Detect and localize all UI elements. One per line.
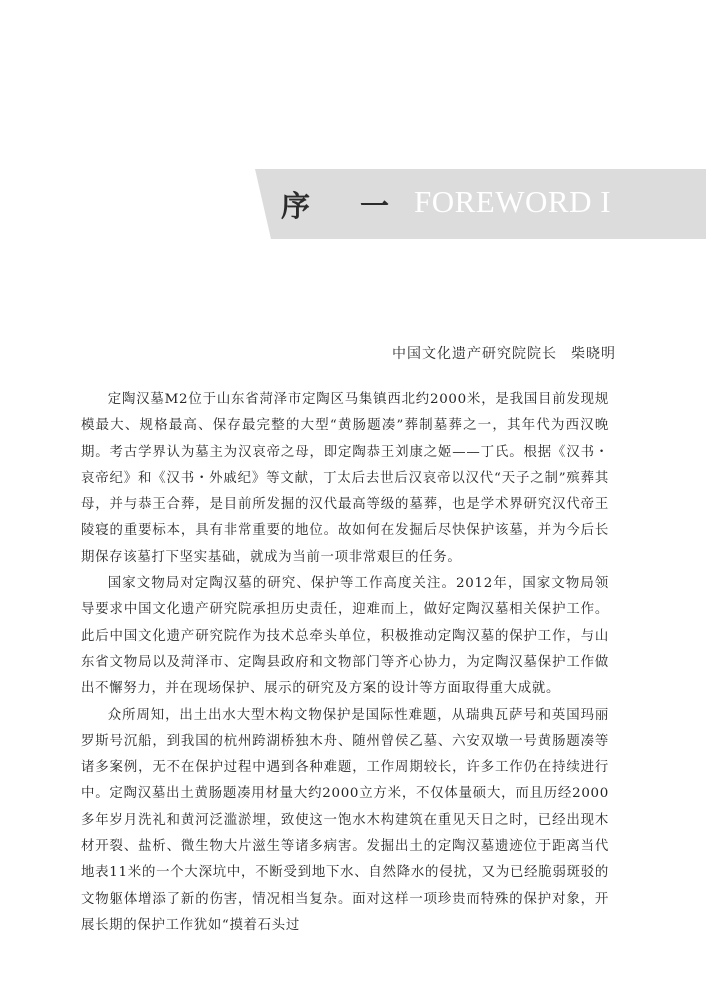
foreword-title-chinese [281, 184, 391, 225]
title-char-xu: 序 [281, 189, 313, 223]
body-text [81, 387, 609, 939]
author-affiliation: 中国文化遗产研究院院长 [392, 346, 557, 362]
foreword-title-english: FOREWORD I [414, 184, 612, 219]
paragraph-2: 国家文物局对定陶汉墓的研究、保护等工作高度关注。2012年，国家文物局领导要求中国文化遗产研究院承担历史责任，迎难而上，做好定陶汉墓相关保护工作。此后中国文化遗产研究院作为技术总牵头单位，积极推动定陶汉墓的保护工作，与山东省文物局以及菏泽市、定陶县政府和文物部门等齐心协力，为定陶汉墓保护工作做出不懈努力，并在现场保护、展示的研究及方案的设计等方面取得重大成就。 [81, 576, 609, 697]
title-char-yi: 一 [360, 189, 392, 223]
paragraph-3: 众所周知，出土出水大型木构文物保护是国际性难题，从瑞典瓦萨号和英国玛丽罗斯号沉船，到我国的杭州跨湖桥独木舟、随州曾侯乙墓、六安双墩一号黄肠题凑等诸多案例，无不在保护过程中遇到各种难题，工作周期较长，许多工作仍在持续进行中。定陶汉墓出土黄肠题凑用材量大约2000立方米，不仅体量硕大，而且历经2000多年岁月洗礼和黄河泛滥淤埋，致使这一饱水木构建筑在重见天日之时，已经出现木材开裂、盐析、微生物大片滋生等诸多病害。发掘出土的定陶汉墓遗迹位于距离当代地表11米的一个大深坑中，不断受到地下水、自然降水的侵扰，又为已经脆弱斑驳的文物躯体增添了新的伤害，情况相当复杂。面对这样一项珍贵而特殊的保护对象，开展长期的保护工作犹如“摸着石头过 [81, 707, 609, 933]
paragraph-1: 定陶汉墓M2位于山东省菏泽市定陶区马集镇西北约2000米，是我国目前发现规模最大、规格最高、保存最完整的大型“黄肠题凑”葬制墓葬之一，其年代为西汉晚期。考古学界认为墓主为汉哀帝之母，即定陶恭王刘康之姬——丁氏。根据《汉书・哀帝纪》和《汉书・外戚纪》等文献，丁太后去世后汉哀帝以汉代“天子之制”殡葬其母，并与恭王合葬，是目前所发掘的汉代最高等级的墓葬，也是学术界研究汉代帝王陵寝的重要标本，具有非常重要的地位。故如何在发掘后尽快保护该墓，并为今后长期保存该墓打下坚实基础，就成为当前一项非常艰巨的任务。 [81, 392, 609, 565]
author-name: 柴晓明 [571, 346, 616, 362]
author-line [392, 343, 616, 363]
